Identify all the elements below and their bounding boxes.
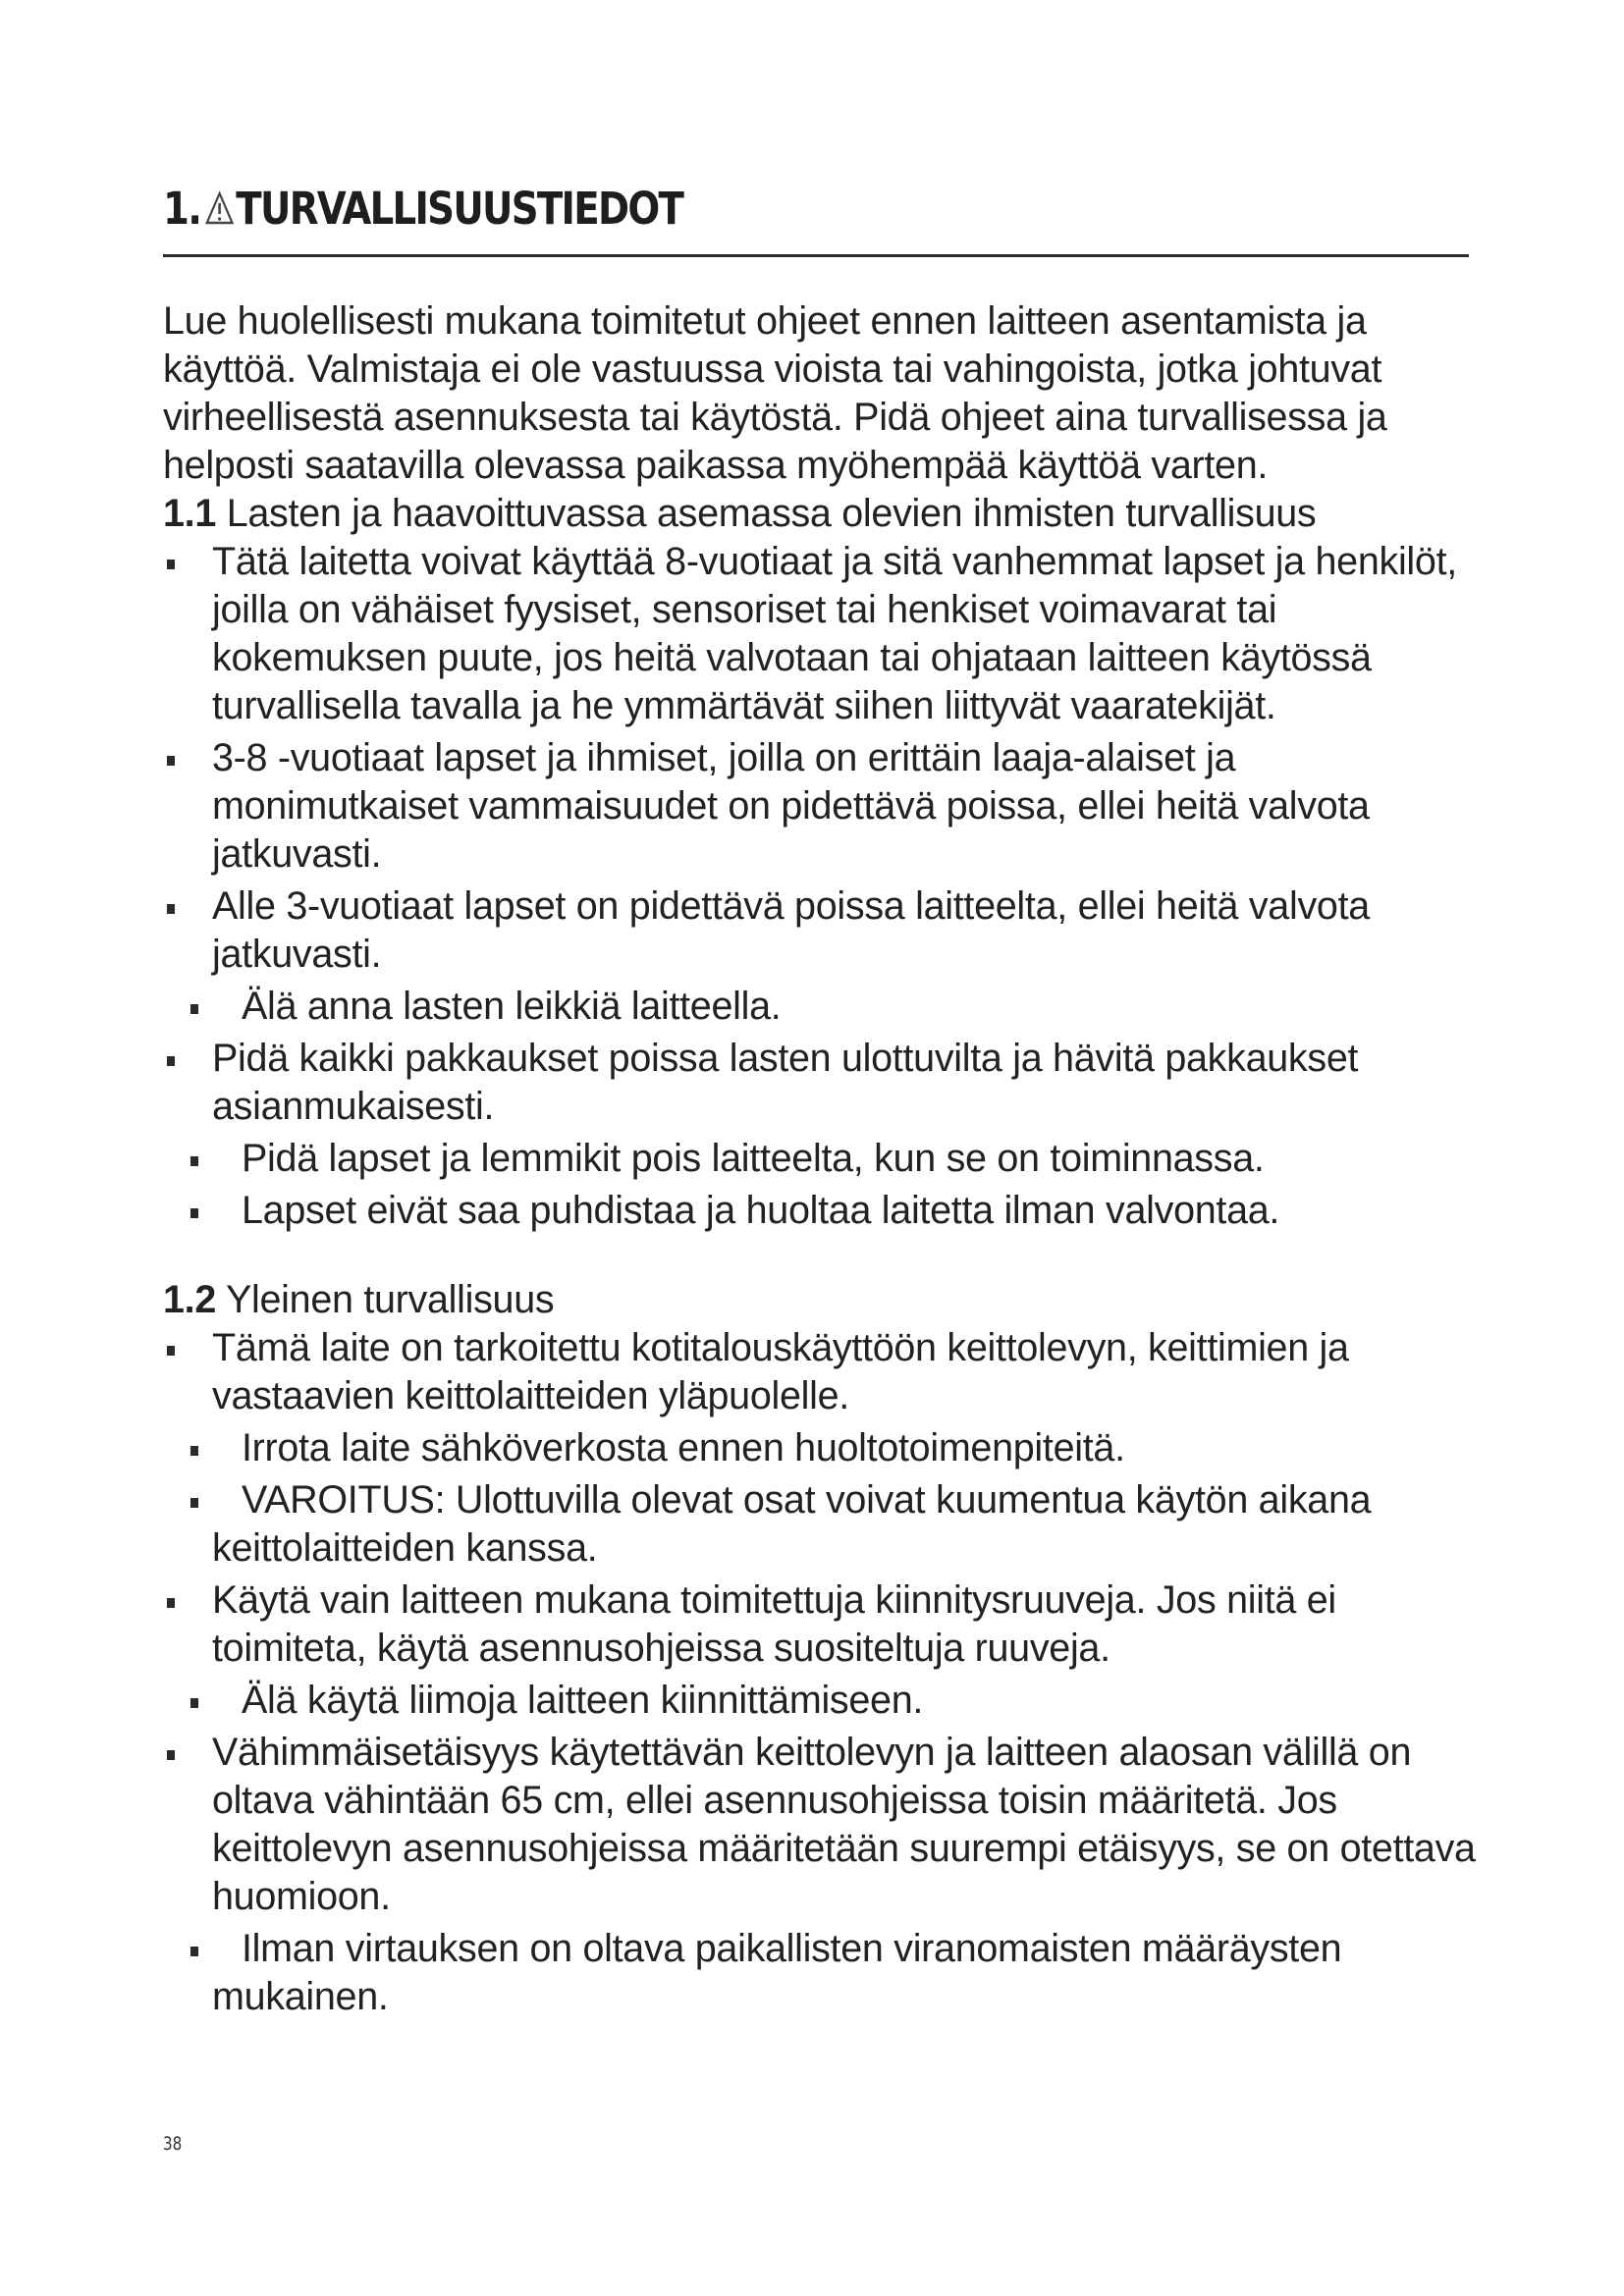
list-item-text: Vähimmäisetäisyys käytettävän keittolevyn ja laitteen alaosan välillä on oltava vähintään 65 cm, ellei asennusohjeissa toisin määritetä. Jos keittolevyn asennusohjeissa määritetään suurempi etäisyys, se on otettava huomioon. (212, 1731, 1476, 1918)
list-item (163, 983, 1484, 1031)
document-body (163, 297, 1484, 2025)
list-item (163, 1576, 1484, 1673)
heading-title: TURVALLISUUSTIEDOT (236, 183, 683, 235)
list-item-text: 3-8 -vuotiaat lapset ja ihmiset, joilla on erittäin laaja-alaiset ja monimutkaiset vammaisuudet on pidettävä poissa, ellei heitä valvota jatkuvasti. (212, 736, 1370, 876)
list-item-text: VAROITUS: Ulottuvilla olevat osat voivat kuumentua käytön aikana keittolaitteiden kanssa. (212, 1478, 1372, 1570)
bullet-icon (167, 1750, 175, 1760)
page-number: 38 (163, 2133, 183, 2155)
bullet-icon (190, 1698, 198, 1708)
list-item-text: Ilman virtauksen on oltava paikallisten viranomaisten määräysten mukainen. (212, 1927, 1342, 2018)
bullet-icon (190, 1446, 198, 1456)
list-item (163, 882, 1484, 979)
section-2-title-text: Yleinen turvallisuus (225, 1278, 555, 1321)
bullet-icon (167, 756, 175, 766)
list-item (163, 538, 1484, 730)
list-item (163, 1677, 1484, 1725)
bullet-icon (190, 1947, 198, 1956)
list-item-text: Älä käytä liimoja laitteen kiinnittämiseen. (242, 1679, 924, 1722)
list-item (163, 1424, 1484, 1472)
intro-paragraph: Lue huolellisesti mukana toimitetut ohjeet ennen laitteen asentamista ja käyttöä. Valmistaja ei ole vastuussa vioista tai vahingoista, jotka johtuvat virheellisestä asennuksesta tai käytöstä. Pidä ohjeet aina turvallisessa ja helposti saatavilla olevassa paikassa myöhempää käyttöä varten. (163, 299, 1387, 487)
list-item (163, 1925, 1484, 2021)
list-item-text: Älä anna lasten leikkiä laitteella. (242, 985, 782, 1028)
list-item (163, 1324, 1484, 1420)
bullet-icon (167, 904, 175, 914)
list-item (163, 1476, 1484, 1573)
list-item-text: Pidä lapset ja lemmikit pois laitteelta, kun se on toiminnassa. (242, 1137, 1265, 1180)
heading-number: 1. (163, 183, 201, 235)
list-item-text: Lapset eivät saa puhdistaa ja huoltaa laitetta ilman valvontaa. (242, 1189, 1280, 1232)
warning-triangle-icon (205, 190, 234, 226)
section-1-title-text: Lasten ja haavoittuvassa asemassa olevien ihmisten turvallisuus (226, 492, 1317, 535)
section-2-number: 1.2 (163, 1278, 217, 1321)
bullet-icon (190, 1208, 198, 1218)
list-item (163, 1187, 1484, 1235)
list-item-text: Tämä laite on tarkoitettu kotitalouskäyttöön keittolevyn, keittimien ja vastaavien keittolaitteiden yläpuolelle. (212, 1326, 1349, 1417)
bullet-icon (167, 1346, 175, 1356)
section-2-title (163, 1276, 1484, 1324)
list-item (163, 1135, 1484, 1183)
list-item (163, 734, 1484, 879)
section-spacer (163, 1239, 1484, 1276)
list-item (163, 1729, 1484, 1921)
bullet-icon (190, 1156, 198, 1166)
heading-divider (163, 254, 1469, 257)
bullet-icon (167, 560, 175, 569)
section-2-list (163, 1324, 1484, 2021)
bullet-icon (167, 1056, 175, 1066)
section-heading (163, 183, 1286, 235)
section-1-list (163, 538, 1484, 1235)
list-item-text: Alle 3-vuotiaat lapset on pidettävä poissa laitteelta, ellei heitä valvota jatkuvasti. (212, 884, 1370, 976)
bullet-icon (190, 1004, 198, 1014)
bullet-icon (190, 1498, 198, 1508)
section-1-number: 1.1 (163, 492, 217, 535)
list-item-text: Käytä vain laitteen mukana toimitettuja kiinnitysruuveja. Jos niitä ei toimiteta, käytä asennusohjeissa suositeltuja ruuveja. (212, 1578, 1336, 1670)
bullet-icon (167, 1598, 175, 1608)
list-item-text: Tätä laitetta voivat käyttää 8-vuotiaat ja sitä vanhemmat lapset ja henkilöt, joilla on vähäiset fyysiset, sensoriset tai henkiset voimavarat tai kokemuksen puute, jos heitä valvotaan tai ohjataan laitteen käytössä turvallisella tavalla ja he ymmärtävät siihen liittyvät vaaratekijät. (212, 540, 1457, 727)
section-1-title (163, 490, 1484, 538)
list-item-text: Irrota laite sähköverkosta ennen huoltotoimenpiteitä. (242, 1426, 1125, 1469)
list-item (163, 1035, 1484, 1131)
list-item-text: Pidä kaikki pakkaukset poissa lasten ulottuvilta ja hävitä pakkaukset asianmukaisesti. (212, 1037, 1359, 1128)
